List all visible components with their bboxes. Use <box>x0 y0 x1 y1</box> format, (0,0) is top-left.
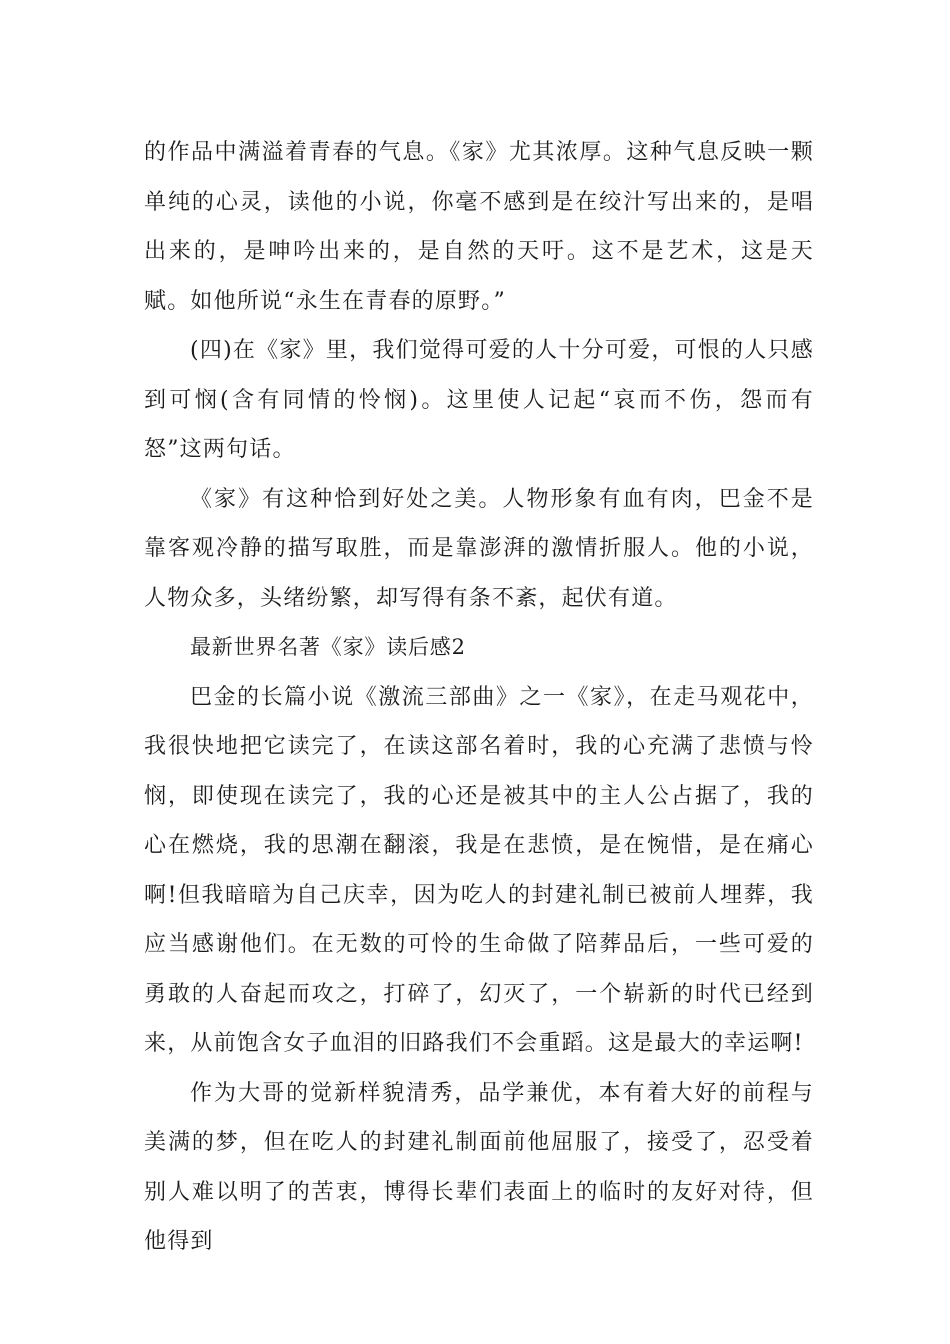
paragraph-5: 作为大哥的觉新样貌清秀，品学兼优，本有着大好的前程与美满的梦，但在吃人的封建礼制面前他屈服了，接受了，忍受着别人难以明了的苦衷，博得长辈们表面上的临时的友好对待，但他得到 <box>144 1080 814 1254</box>
paragraph-2: (四)在《家》里，我们觉得可爱的人十分可爱，可恨的人只感到可悯(含有同情的怜悯)。这里使人记起“哀而不伤，怨而有怒”这两句话。 <box>144 338 814 462</box>
document-body <box>144 128 814 1267</box>
paragraph-1: 的作品中满溢着青春的气息。《家》尤其浓厚。这种气息反映一颗单纯的心灵，读他的小说，你毫不感到是在绞汁写出来的，是唱出来的，是呻吟出来的，是自然的天吁。这不是艺术，这是天赋。如他所说“永生在青春的原野。” <box>144 140 814 314</box>
section-heading: 最新世界名著《家》读后感2 <box>190 635 466 659</box>
paragraph-3: 《家》有这种恰到好处之美。人物形象有血有肉，巴金不是靠客观冷静的描写取胜，而是靠澎湃的激情折服人。他的小说，人物众多，头绪纷繁，却写得有条不紊，起伏有道。 <box>144 486 814 611</box>
paragraph-4: 巴金的长篇小说《激流三部曲》之一《家》，在走马观花中，我很快地把它读完了，在读这部名着时，我的心充满了悲愤与怜悯，即使现在读完了，我的心还是被其中的主人公占据了，我的心在燃烧，我的思潮在翻滚，我是在悲愤，是在惋惜，是在痛心啊!但我暗暗为自己庆幸，因为吃人的封建礼制已被前人埋葬，我应当感谢他们。在无数的可怜的生命做了陪葬品后，一些可爱的勇敢的人奋起而攻之，打碎了，幻灭了，一个崭新的时代已经到来，从前饱含女子血泪的旧路我们不会重蹈。这是最大的幸运啊! <box>144 684 814 1056</box>
